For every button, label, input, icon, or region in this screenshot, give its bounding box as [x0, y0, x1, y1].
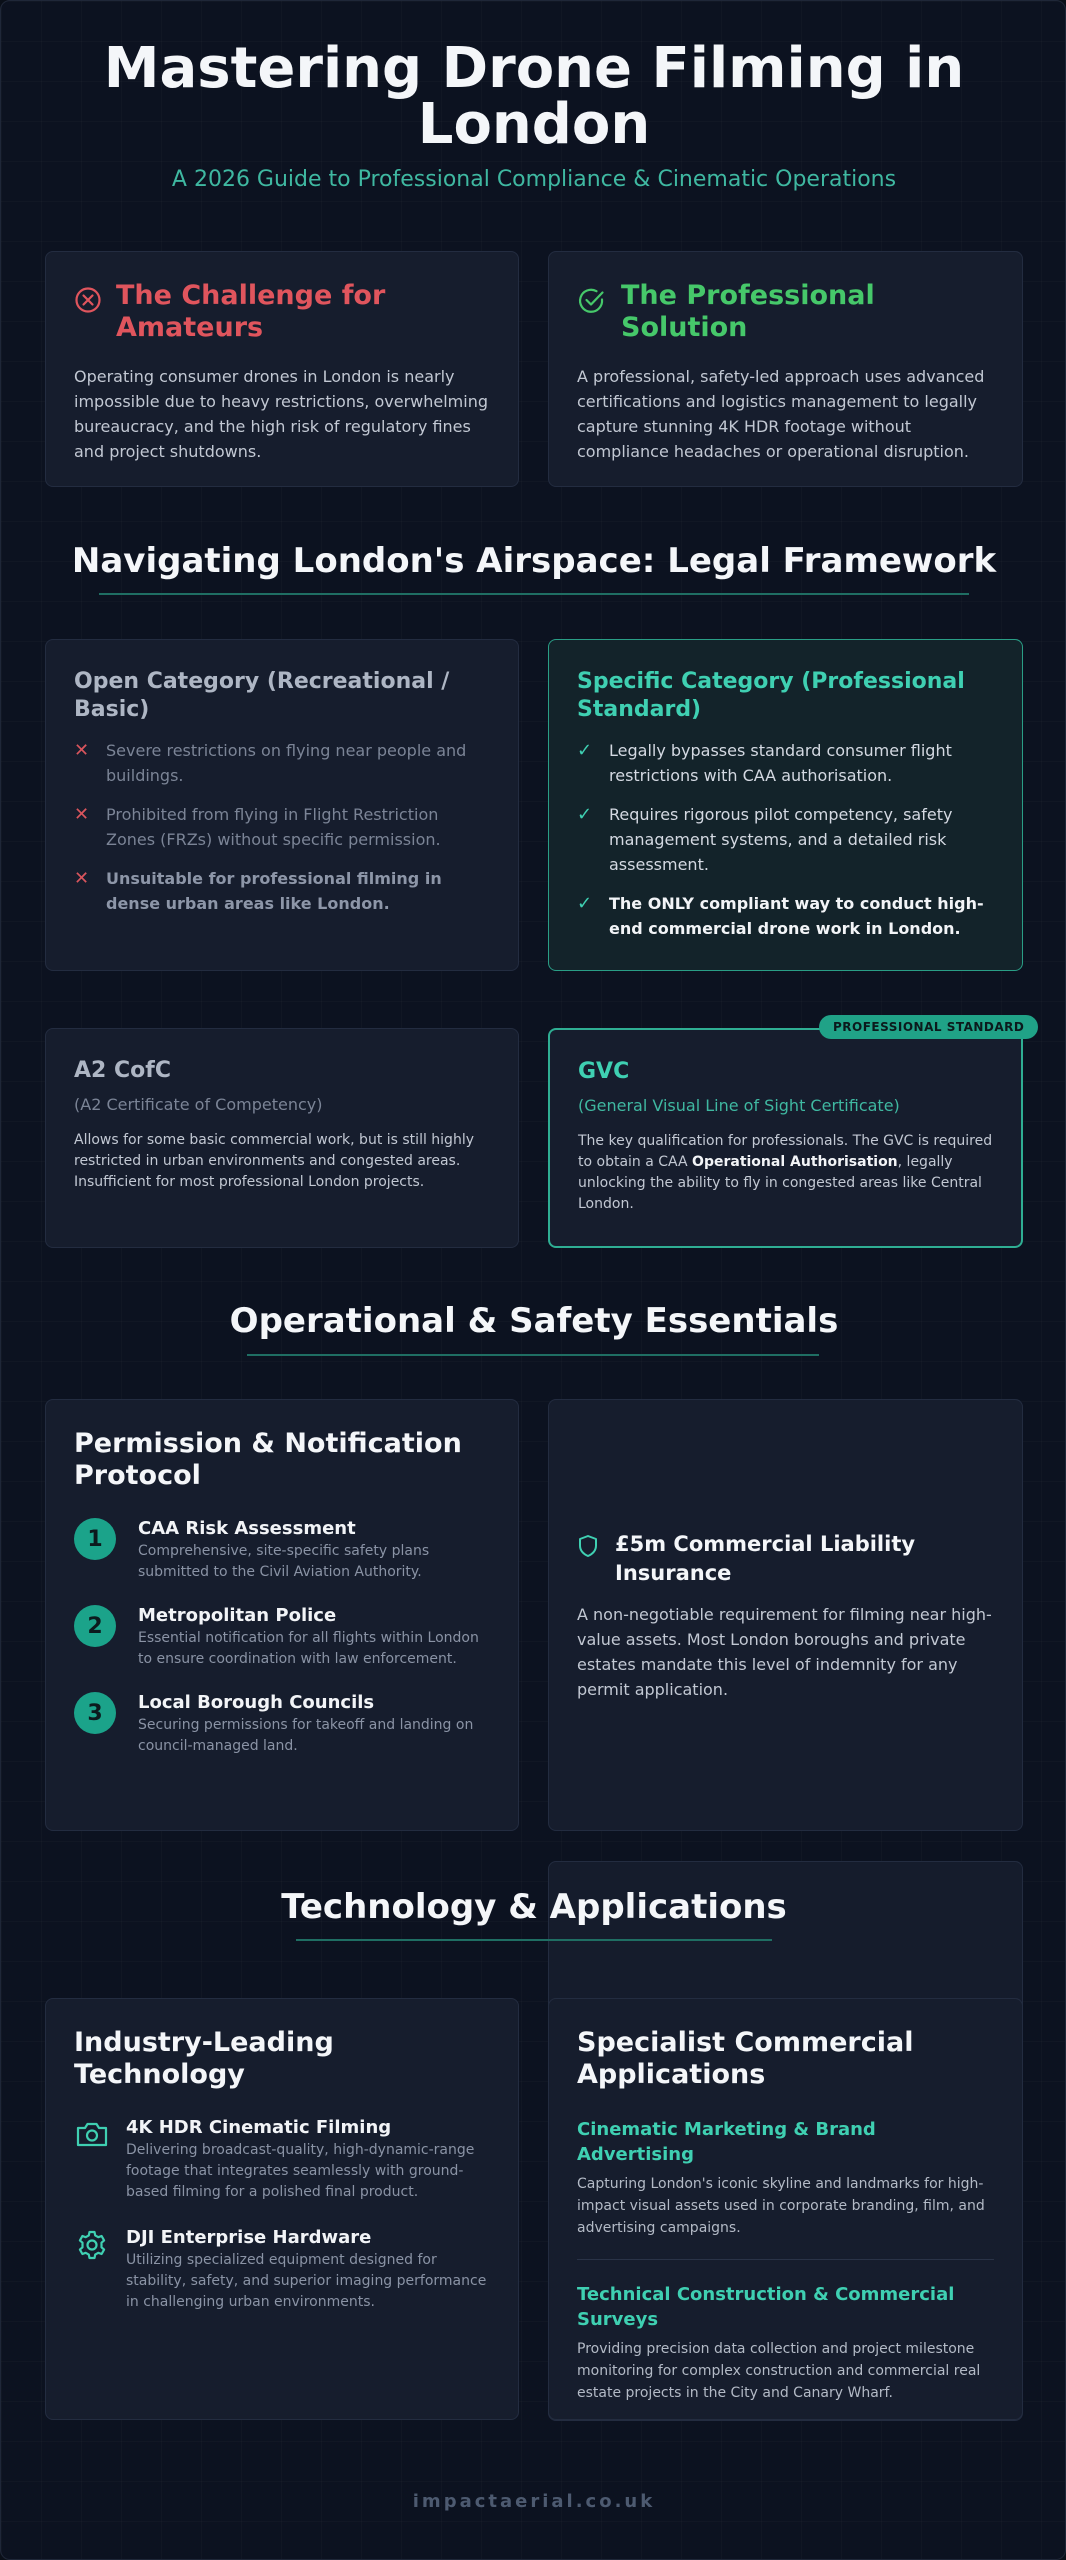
- list-item: ✓ The ONLY compliant way to conduct high-end commercial drone work in London.: [577, 891, 994, 941]
- step-number: 2: [74, 1605, 116, 1647]
- technology-divider: [296, 1939, 772, 1941]
- open-category-card: [45, 639, 519, 971]
- shield-icon: [577, 1534, 599, 1558]
- operations-divider: [247, 1354, 819, 1356]
- cross-icon: ✕: [74, 740, 90, 761]
- camera-icon: [74, 2119, 110, 2149]
- page-title: Mastering Drone Filming in London: [103, 36, 965, 157]
- applications-title: Specialist Commercial Applications: [577, 2027, 914, 2090]
- tech-desc: Utilizing specialized equipment designed for stability, safety, and superior imaging performance in challenging urban environments.: [126, 2252, 487, 2310]
- check-icon: ✓: [577, 804, 593, 825]
- permission-title: Permission & Notification Protocol: [74, 1428, 462, 1491]
- legal-divider: [99, 593, 969, 595]
- operations-section-title: Operational & Safety Essentials: [229, 1301, 839, 1341]
- gvc-subtitle: (General Visual Line of Sight Certificate): [578, 1096, 900, 1115]
- step-title: Metropolitan Police: [138, 1605, 337, 1626]
- cross-icon: ✕: [74, 868, 90, 889]
- solution-card: [548, 251, 1023, 487]
- specific-category-title: Specific Category (Professional Standard): [577, 669, 965, 722]
- step-item: [74, 1605, 490, 1670]
- step-title: Local Borough Councils: [138, 1692, 375, 1713]
- gvc-text: The key qualification for professionals. The GVC is required to obtain a CAA Operational Authorisation, legally unlocking the ability to fly in congested areas like Central London.: [578, 1133, 993, 1212]
- application-desc: Capturing London's iconic skyline and landmarks for high-impact visual assets used in corporate branding, film, and advertising campaigns.: [577, 2176, 985, 2236]
- a2-text: Allows for some basic commercial work, but is still highly restricted in urban environments and congested areas. Insufficient for most professional London projects.: [74, 1132, 474, 1190]
- technology-title: Industry-Leading Technology: [74, 2027, 334, 2090]
- step-item: [74, 1692, 490, 1757]
- step-desc: Securing permissions for takeoff and landing on council-managed land.: [138, 1717, 474, 1754]
- footer-site-link[interactable]: impactaerial.co.uk: [412, 2491, 656, 2512]
- divider: [577, 2259, 994, 2260]
- insurance-text: A non-negotiable requirement for filming near high-value assets. Most London boroughs and private estates mandate this level of indemnity for any permit application.: [577, 1605, 992, 1699]
- tech-item: [74, 2117, 490, 2203]
- step-title: CAA Risk Assessment: [138, 1518, 356, 1539]
- application-title: Technical Construction & Commercial Surveys: [577, 2284, 955, 2330]
- gvc-title: GVC: [578, 1059, 630, 1084]
- step-desc: Comprehensive, site-specific safety plans submitted to the Civil Aviation Authority.: [138, 1543, 430, 1580]
- tech-item: [74, 2227, 490, 2313]
- permission-card: [45, 1399, 519, 1831]
- check-circle-icon: [577, 286, 607, 316]
- gvc-card: [548, 1028, 1023, 1248]
- challenge-card: [45, 251, 519, 487]
- challenge-text: Operating consumer drones in London is nearly impossible due to heavy restrictions, overwhelming bureaucracy, and the high risk of regulatory fines and project shutdowns.: [74, 367, 488, 461]
- technology-section-title: Technology & Applications: [281, 1887, 787, 1927]
- gear-icon: [74, 2229, 110, 2261]
- list-item: ✕ Severe restrictions on flying near people and buildings.: [74, 738, 490, 788]
- legal-section-title: Navigating London's Airspace: Legal Framework: [71, 541, 997, 581]
- applications-card: [548, 1998, 1023, 2420]
- check-icon: ✓: [577, 740, 593, 761]
- list-item: ✕ Unsuitable for professional filming in dense urban areas like London.: [74, 866, 490, 916]
- a2-cofc-card: [45, 1028, 519, 1248]
- application-item: [577, 2282, 994, 2404]
- challenge-title: The Challenge for Amateurs: [116, 280, 386, 343]
- step-number: 3: [74, 1692, 116, 1734]
- technology-card: [45, 1998, 519, 2420]
- tech-title: DJI Enterprise Hardware: [126, 2227, 372, 2248]
- solution-title: The Professional Solution: [621, 280, 875, 343]
- a2-title: A2 CofC: [74, 1058, 171, 1083]
- step-number: 1: [74, 1518, 116, 1560]
- list-item: ✓ Legally bypasses standard consumer flight restrictions with CAA authorisation.: [577, 738, 994, 788]
- tech-desc: Delivering broadcast-quality, high-dynamic-range footage that integrates seamlessly with ground-based filming for a polished final product.: [126, 2142, 475, 2200]
- professional-standard-badge: PROFESSIONAL STANDARD: [819, 1015, 1038, 1039]
- application-title: Cinematic Marketing & Brand Advertising: [577, 2119, 876, 2165]
- page-subtitle: A 2026 Guide to Professional Compliance & Cinematic Operations: [171, 167, 897, 192]
- step-desc: Essential notification for all flights within London to ensure coordination with law enforcement.: [138, 1630, 479, 1667]
- open-category-title: Open Category (Recreational / Basic): [74, 669, 450, 722]
- a2-subtitle: (A2 Certificate of Competency): [74, 1095, 323, 1114]
- step-item: [74, 1518, 490, 1583]
- application-item: [577, 2117, 994, 2239]
- tech-title: 4K HDR Cinematic Filming: [126, 2117, 392, 2138]
- check-icon: ✓: [577, 893, 593, 914]
- x-circle-icon: [74, 286, 102, 314]
- application-desc: Providing precision data collection and project milestone monitoring for complex construction and commercial real estate projects in the City and Canary Wharf.: [577, 2341, 981, 2401]
- specific-category-card: [548, 639, 1023, 971]
- solution-text: A professional, safety-led approach uses advanced certifications and logistics management to legally capture stunning 4K HDR footage without compliance headaches or operational disruption.: [577, 367, 985, 461]
- list-item: ✕ Prohibited from flying in Flight Restriction Zones (FRZs) without specific permission.: [74, 802, 490, 852]
- insurance-card: [548, 1399, 1023, 1831]
- cross-icon: ✕: [74, 804, 90, 825]
- list-item: ✓ Requires rigorous pilot competency, safety management systems, and a detailed risk assessment.: [577, 802, 994, 877]
- insurance-title: £5m Commercial Liability Insurance: [615, 1532, 916, 1585]
